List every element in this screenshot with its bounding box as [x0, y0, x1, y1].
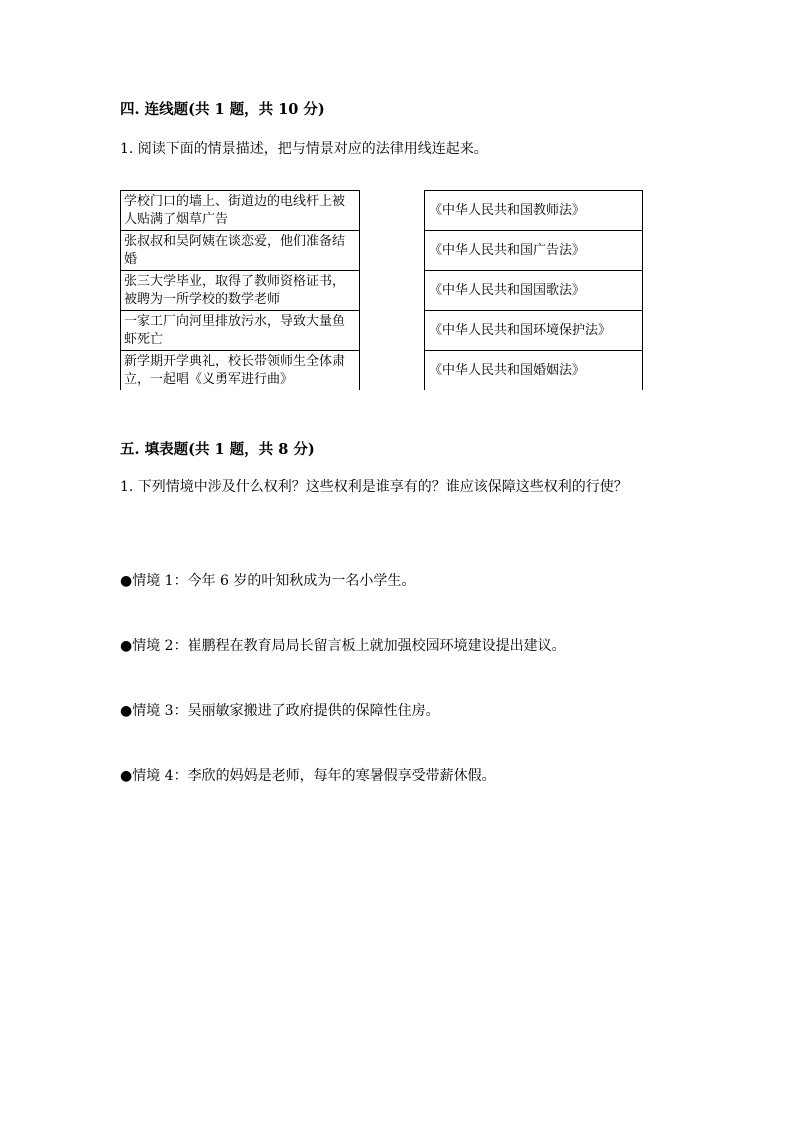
- scenario-cell: 张三大学毕业，取得了教师资格证书，被聘为一所学校的数学老师: [121, 271, 360, 311]
- law-cell: 《中华人民共和国教师法》: [425, 191, 643, 231]
- situation-item: ●情境 3：吴丽敏家搬进了政府提供的保障性住房。: [120, 703, 440, 719]
- table-row: [121, 271, 360, 311]
- table-row: [121, 311, 360, 351]
- section-4-title: 四. 连线题(共 1 题，共 10 分): [120, 101, 325, 118]
- table-row: [425, 191, 643, 231]
- table-row: [121, 191, 360, 231]
- situation-item: ●情境 2：崔鹏程在教育局局长留言板上就加强校园环境建设提出建议。: [120, 638, 566, 654]
- table-row: [425, 231, 643, 271]
- table-row: [425, 351, 643, 391]
- scenario-cell: 张叔叔和吴阿姨在谈恋爱，他们准备结婚: [121, 231, 360, 271]
- law-cell: 《中华人民共和国国歌法》: [425, 271, 643, 311]
- law-cell: 《中华人民共和国环境保护法》: [425, 311, 643, 351]
- table-row: [121, 231, 360, 271]
- section-5-title: 五. 填表题(共 1 题，共 8 分): [120, 441, 315, 458]
- scenario-cell: 一家工厂向河里排放污水，导致大量鱼虾死亡: [121, 311, 360, 351]
- law-cell: 《中华人民共和国婚姻法》: [425, 351, 643, 391]
- situation-item: ●情境 4：李欣的妈妈是老师，每年的寒暑假享受带薪休假。: [120, 768, 496, 784]
- table-row: [121, 351, 360, 391]
- law-table: [424, 190, 643, 390]
- scenario-table: [120, 190, 360, 390]
- scenario-cell: 新学期开学典礼，校长带领师生全体肃立，一起唱《义勇军进行曲》: [121, 351, 360, 391]
- table-row: [425, 271, 643, 311]
- section-5-question: 1. 下列情境中涉及什么权利？这些权利是谁享有的？谁应该保障这些权利的行使？: [120, 479, 628, 495]
- scenario-cell: 学校门口的墙上、街道边的电线杆上被人贴满了烟草广告: [121, 191, 360, 231]
- situation-item: ●情境 1：今年 6 岁的叶知秋成为一名小学生。: [120, 573, 416, 589]
- table-row: [425, 311, 643, 351]
- law-cell: 《中华人民共和国广告法》: [425, 231, 643, 271]
- section-4-question: 1. 阅读下面的情景描述，把与情景对应的法律用线连起来。: [120, 141, 488, 157]
